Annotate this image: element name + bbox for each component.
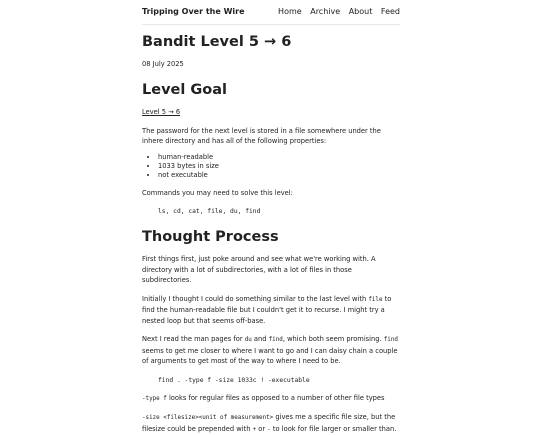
- thought-paragraph-1: First things first, just poke around and see what we're working with. A directory with a lot of subdirectories, with a lot of files in those subdirectories.: [142, 255, 376, 284]
- inline-code: file: [368, 296, 383, 303]
- text-span: seems to get me closer to where I want to go and I can daisy chain a couple of arguments to get most of the way to where I need to be.: [142, 346, 398, 365]
- site-title-link[interactable]: Tripping Over the Wire: [142, 7, 245, 16]
- thought-paragraph-3: [142, 334, 400, 367]
- inline-code: du: [244, 337, 252, 343]
- thought-paragraph-4: [142, 393, 400, 405]
- thought-paragraph-2: [142, 294, 400, 327]
- properties-list: [142, 153, 400, 180]
- text-span: gives me a specific file size, but the filesize could be prepended with: [142, 413, 396, 433]
- nav-feed-link[interactable]: Feed: [380, 7, 400, 16]
- text-span: and: [251, 335, 269, 343]
- list-item: • 1033 bytes in size: [158, 162, 400, 171]
- post-date: 08 July 2025: [142, 60, 184, 68]
- post-content: [142, 24, 400, 435]
- nav-archive-link[interactable]: Archive: [310, 7, 341, 16]
- text-span: or: [256, 424, 268, 433]
- inline-code: +: [252, 426, 257, 433]
- text-span: , which both seem promising.: [282, 335, 384, 343]
- level-link[interactable]: Level 5 → 6: [142, 108, 181, 116]
- site-nav: [272, 7, 400, 16]
- inline-code: find: [268, 337, 283, 343]
- level-goal-intro: The password for the next level is stored in a file somewhere under the inhere directory and has all of the following properties:: [142, 126, 381, 145]
- list-item: • not executable: [158, 171, 400, 180]
- inline-code: -size <filesize><unit of measurement>: [142, 415, 274, 421]
- list-item: • human-readable: [158, 153, 400, 162]
- inline-code: -type f: [142, 395, 167, 402]
- text-span: to look for file larger or smaller than.: [270, 424, 397, 433]
- find-command-code-block: find . -type f -size 1033c ! -executable: [158, 376, 310, 384]
- text-span: to find the human-readable file but I couldn't get it to recurse. I might try a nested loop but that seems off-base.: [142, 294, 392, 325]
- inline-code: -: [267, 426, 271, 433]
- inline-code: find: [383, 337, 398, 343]
- thought-process-heading: Thought Process: [142, 229, 279, 245]
- text-span: Next I read the man pages for: [142, 335, 245, 343]
- nav-about-link[interactable]: About: [348, 7, 373, 16]
- nav-home-link[interactable]: Home: [278, 7, 302, 16]
- level-goal-heading: Level Goal: [142, 82, 227, 98]
- thought-paragraph-5: [142, 412, 400, 435]
- text-span: looks for regular files as opposed to a number of other file types: [166, 393, 385, 402]
- post-title: Bandit Level 5 → 6: [142, 34, 292, 50]
- site-header: [142, 0, 400, 25]
- level-link-paragraph: [142, 107, 400, 118]
- text-span: Initially I thought I could do something similar to the last level with: [142, 294, 369, 303]
- commands-label: Commands you may need to solve this level:: [142, 188, 293, 197]
- commands-code-block: ls, cd, cat, file, du, find: [158, 208, 261, 215]
